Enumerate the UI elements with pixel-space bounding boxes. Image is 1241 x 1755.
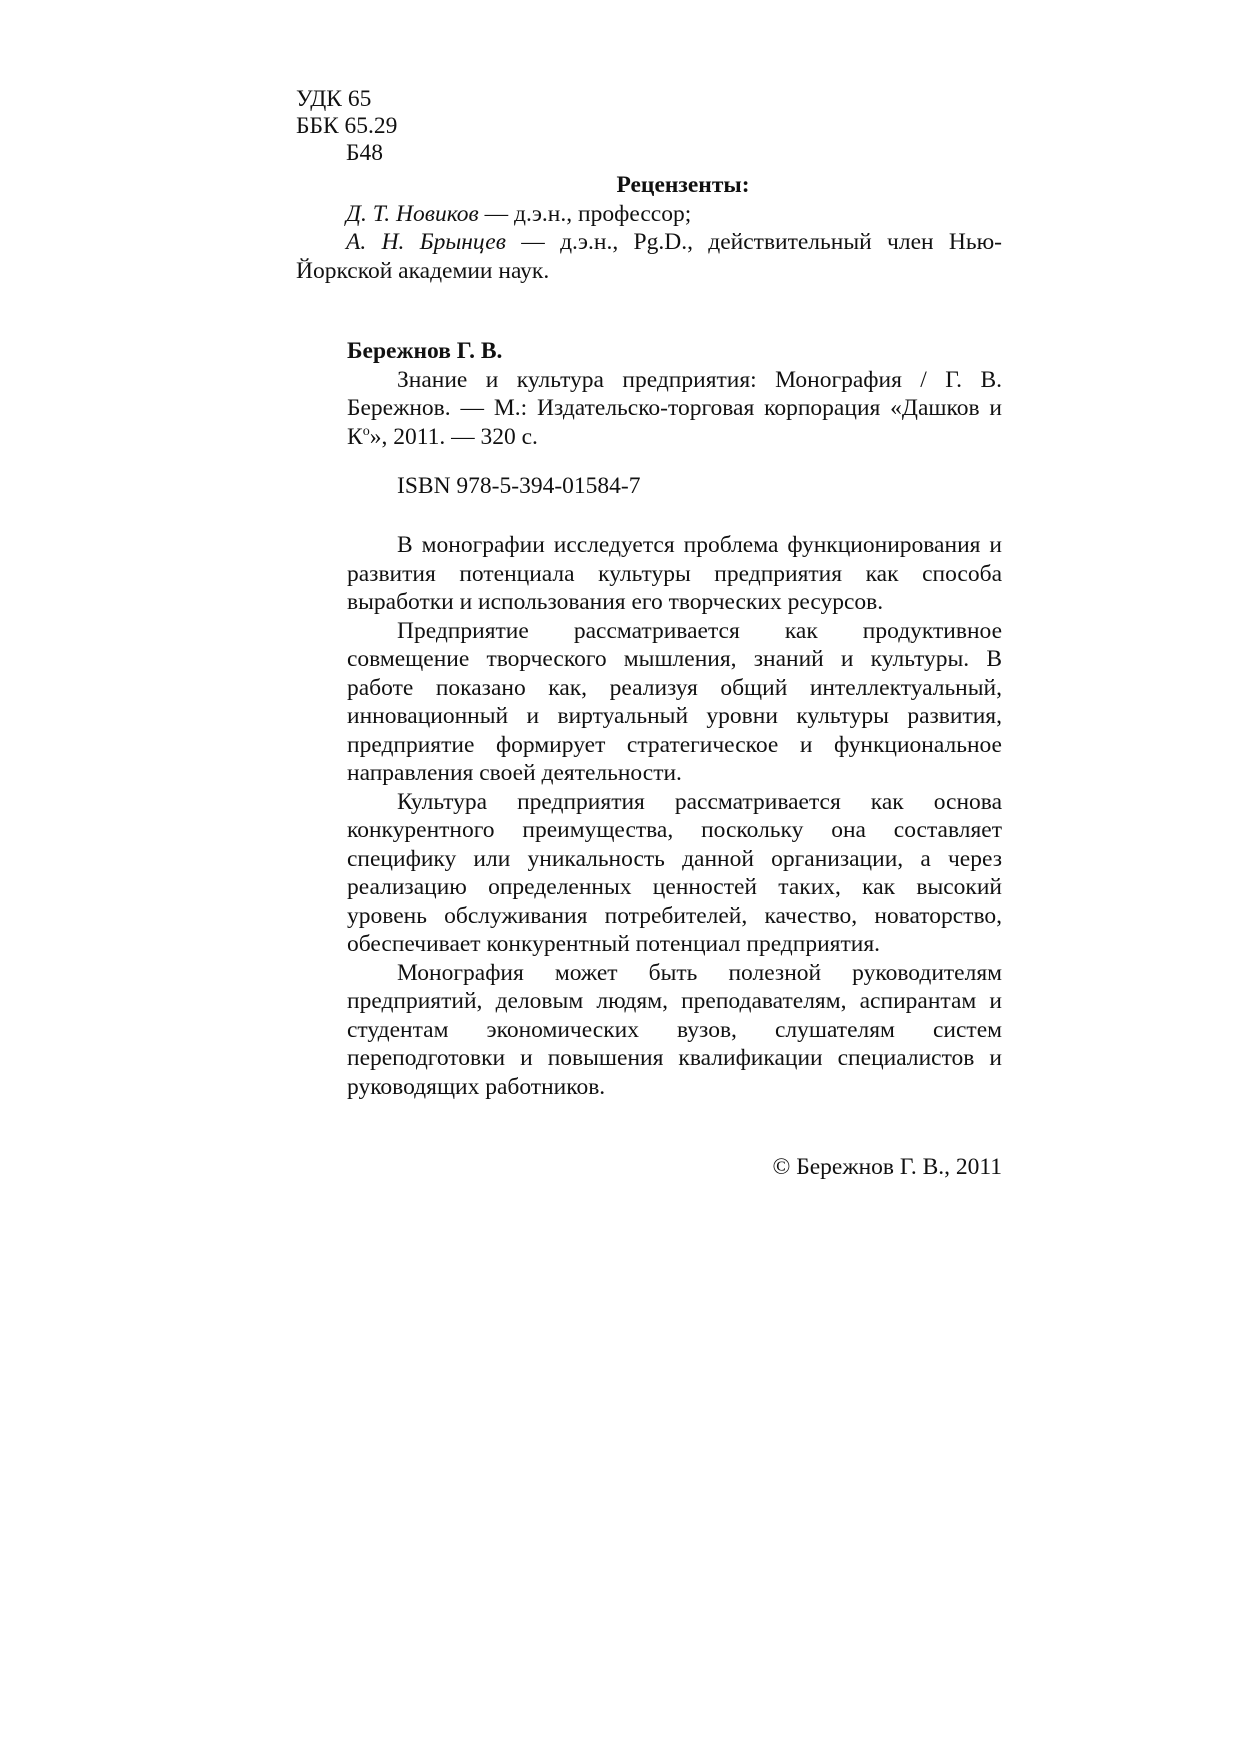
classification-codes bbox=[296, 86, 596, 167]
isbn: ISBN 978-5-394-01584-7 bbox=[397, 473, 641, 499]
copyright-notice: © Бережнов Г. В., 2011 bbox=[772, 1154, 1002, 1180]
annotation-paragraph: Культура предприятия рассматривается как основа конкурентного преимущества, поскольку она составляет специфику или уникальность данной организации, а через реализацию определенных ценностей таких, как высокий уровень обслуживания потребителей, качество, новаторство, обеспечивает конкурентный потенциал предприятия. bbox=[347, 788, 1002, 957]
reviewer-1 bbox=[296, 200, 1002, 229]
reviewer-2 bbox=[296, 228, 1002, 285]
annotation bbox=[347, 531, 1002, 1101]
reviewer-name: А. Н. Брынцев bbox=[346, 229, 506, 255]
reviewer-details: — д.э.н., профессор; bbox=[478, 200, 692, 227]
citation-author: Бережнов Г. В. bbox=[347, 338, 503, 364]
annotation-paragraph: Предприятие рассматривается как продуктивное совмещение творческого мышления, знаний и культуры. В работе показано как, реализуя общий интеллектуальный, инновационный и виртуальный уровни культуры развития, предприятие формирует стратегическое и функциональное направления своей деятельности. bbox=[347, 617, 1002, 786]
citation-text: Знание и культура предприятия: Монография / Г. В. Бережнов. — М.: Издательско-торговая корпорация «Дашков и К bbox=[347, 366, 1002, 450]
reviewers-title: Рецензенты: bbox=[616, 172, 750, 198]
annotation-paragraph: В монографии исследуется проблема функционирования и развития потенциала культуры предприятия как способа выработки и использования его творческих ресурсов. bbox=[347, 532, 1002, 615]
bibliographic-record bbox=[347, 337, 1002, 501]
annotation-paragraph: Монография может быть полезной руководителям предприятий, деловым людям, преподавателям, аспирантам и студентам экономических вузов, слушателям систем переподготовки и повышения квалификации специалистов и руководящих работников. bbox=[347, 959, 1002, 1100]
citation-description bbox=[347, 366, 1002, 452]
reviewers-section bbox=[296, 171, 1002, 285]
bbk-code: ББК 65.29 bbox=[296, 113, 398, 139]
author-mark: Б48 bbox=[346, 140, 383, 166]
citation-text-end: », 2011. — 320 с. bbox=[369, 423, 538, 450]
citation-superscript: о bbox=[362, 422, 370, 439]
reviewer-details: — д.э.н., Pg.D., действительный член Нью-Йоркской академии наук. bbox=[296, 229, 1002, 284]
udk-code: УДК 65 bbox=[296, 86, 372, 112]
reviewer-name: Д. Т. Новиков bbox=[346, 200, 479, 227]
